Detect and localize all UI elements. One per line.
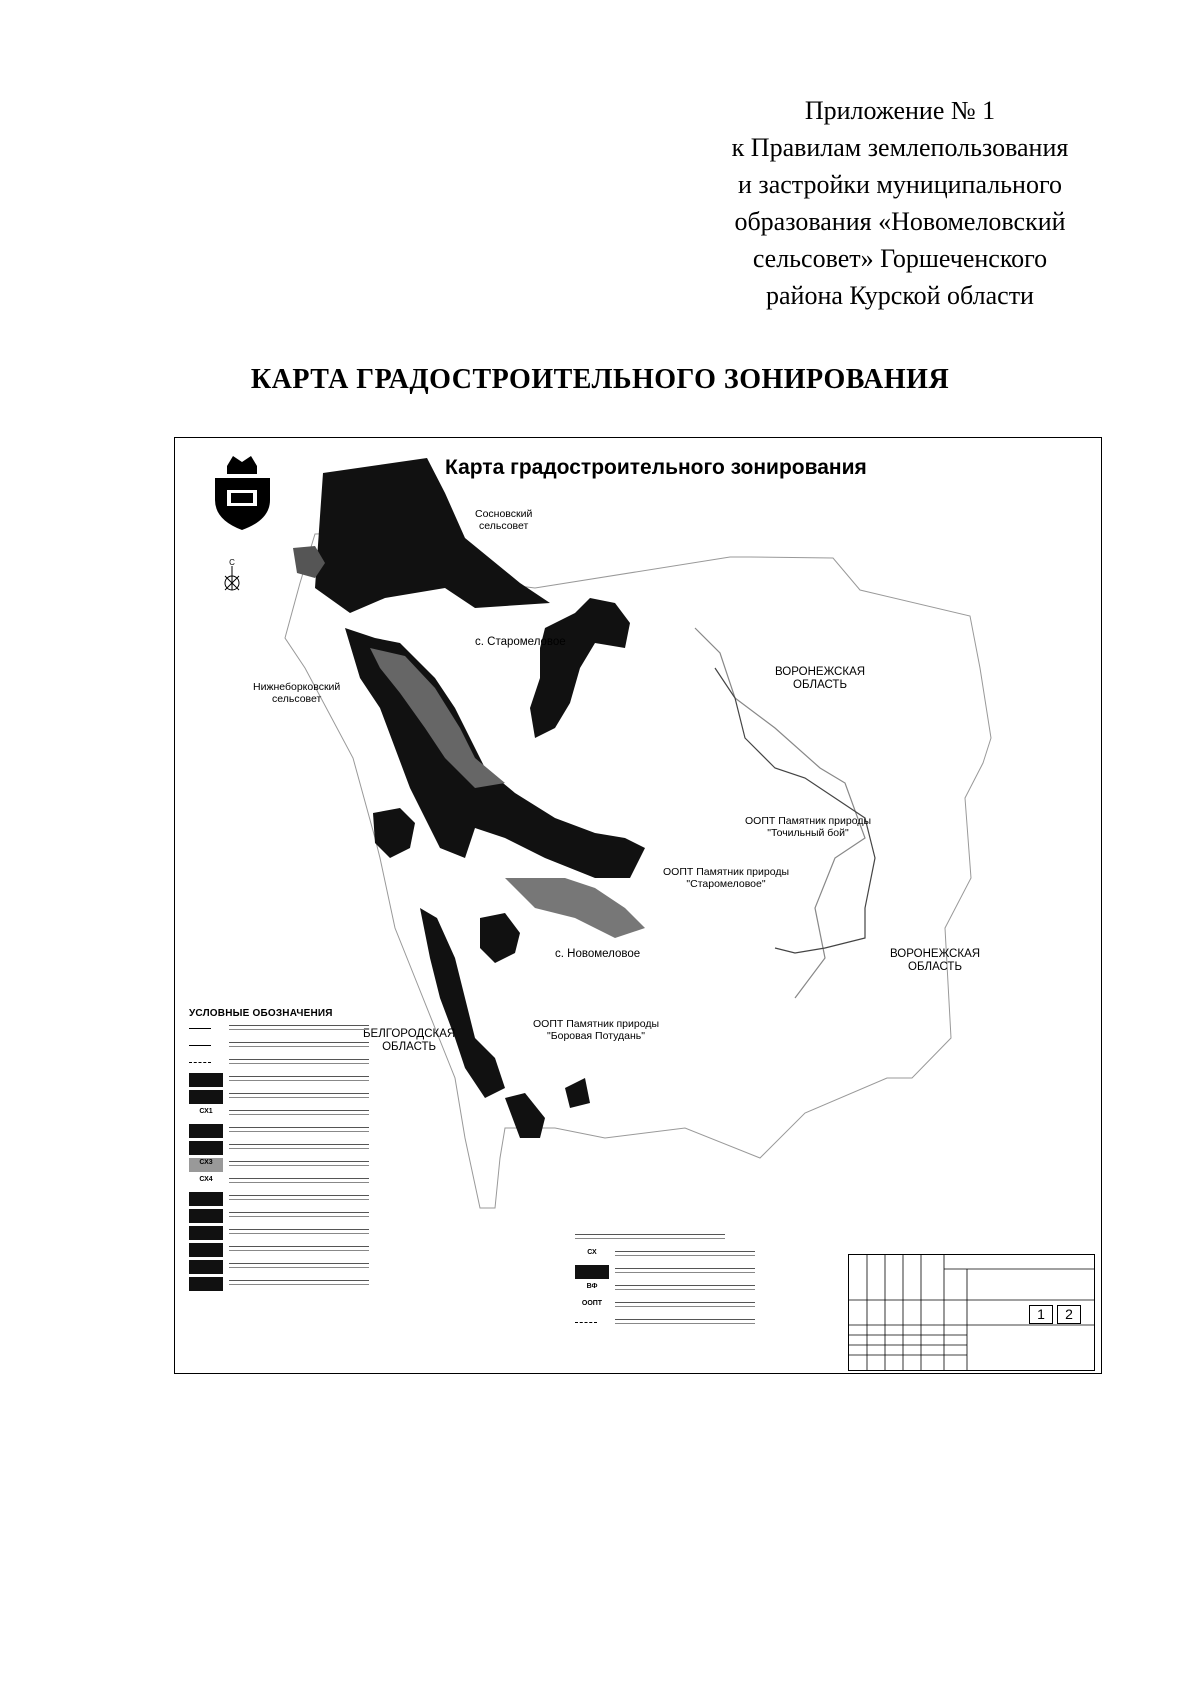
legend-row-sx3	[189, 1157, 374, 1172]
compass-north-label: С	[229, 558, 235, 567]
label-nizhneborkovsky-line2: сельсовет	[271, 693, 322, 705]
label-oopt-staromelovoe-line1: ООПТ Памятник природы	[663, 866, 789, 878]
stamp-sheet-count: 2	[1057, 1305, 1081, 1324]
header-line-1: Приложение № 1	[804, 96, 996, 125]
map-title: Карта градостроительного зонирования	[445, 456, 867, 479]
novomelovoe-zone	[480, 913, 520, 963]
legend-row-boundary-3	[189, 1055, 374, 1070]
label-voronezh-north-line2: ОБЛАСТЬ	[793, 679, 847, 691]
label-belgorod-line2: ОБЛАСТЬ	[382, 1041, 437, 1053]
compass	[217, 558, 247, 567]
legend-row-boundary-1	[189, 1021, 374, 1036]
legend-row-zone-9	[189, 1259, 374, 1274]
label-oopt-tochilny	[745, 815, 871, 839]
label-voronezh-east	[890, 948, 980, 974]
legend-row-zone-3	[189, 1123, 374, 1138]
legend-row-zone-4	[189, 1140, 374, 1155]
legend2-row-water	[575, 1315, 765, 1330]
label-voronezh-east-line2: ОБЛАСТЬ	[908, 961, 962, 973]
label-nizhneborkovsky-line1: Нижнеборковский	[253, 681, 341, 693]
label-staromelovoe: с. Старомеловое	[475, 636, 566, 648]
legend2-row-vf	[575, 1281, 765, 1296]
label-oopt-borovaya	[533, 1018, 659, 1042]
header-line-6: района Курской области	[766, 281, 1034, 310]
coat-of-arms-icon	[215, 456, 270, 530]
label-oopt-tochilny-line2: "Точильный бой"	[767, 827, 849, 839]
label-belgorod	[363, 1028, 455, 1054]
document-title: КАРТА ГРАДОСТРОИТЕЛЬНОГО ЗОНИРОВАНИЯ	[250, 364, 950, 395]
label-oopt-borovaya-line1: ООПТ Памятник природы	[533, 1018, 659, 1030]
header-line-5: сельсовет» Горшеченского	[752, 244, 1048, 273]
legend2-row-oopt	[575, 1298, 765, 1313]
label-oopt-staromelovoe-line2: "Старомеловое"	[686, 878, 766, 890]
label-sosnovsky	[475, 508, 532, 532]
south-settlement	[565, 1078, 590, 1108]
label-nizhneborkovsky	[253, 681, 340, 705]
label-voronezh-north	[775, 666, 865, 692]
district-boundary	[285, 531, 991, 1208]
header-line-2: к Правилам землепользования	[731, 133, 1069, 162]
label-sosnovsky-line1: Сосновский	[475, 508, 533, 520]
west-forest-zone	[373, 808, 415, 858]
label-belgorod-line1: БЕЛГОРОДСКАЯ	[363, 1028, 456, 1040]
legend-row-sx4	[189, 1174, 374, 1189]
legend-code-oopt: ООПТ	[581, 1300, 603, 1307]
legend-row-zone-8	[189, 1242, 374, 1257]
label-voronezh-east-line1: ВОРОНЕЖСКАЯ	[890, 948, 981, 960]
legend-row-zone-2	[189, 1089, 374, 1104]
legend2-row-sx	[575, 1247, 765, 1262]
label-novomelovoe: с. Новомеловое	[555, 948, 641, 960]
sosnovsky-forest-zone	[315, 458, 550, 613]
label-sosnovsky-line2: сельсовет	[479, 520, 529, 532]
legend2-row-heading	[575, 1230, 765, 1245]
legend-row-sx1	[189, 1106, 374, 1121]
title-block-stamp	[848, 1254, 1095, 1371]
north-arrow-icon	[225, 566, 239, 590]
legend-row-zone-5	[189, 1191, 374, 1206]
legend-code-sx4: СХ4	[199, 1176, 213, 1183]
river-east	[715, 668, 875, 953]
header-line-3: и застройки муниципального	[738, 170, 1062, 199]
header-line-4: образования «Новомеловский	[734, 207, 1066, 236]
label-oopt-borovaya-line2: "Боровая Потудань"	[547, 1030, 645, 1042]
label-oopt-tochilny-line1: ООПТ Памятник природы	[745, 815, 871, 827]
legend-row-zone-1	[189, 1072, 374, 1087]
novomelovoe-settlement	[505, 878, 645, 938]
legend-row-zone-7	[189, 1225, 374, 1240]
map-legend-secondary	[575, 1228, 765, 1330]
legend-code-vf: ВФ	[586, 1283, 598, 1290]
legend-row-zone-6	[189, 1208, 374, 1223]
legend-code-sx1: СХ1	[199, 1108, 213, 1115]
legend-title: УСЛОВНЫЕ ОБОЗНАЧЕНИЯ	[189, 1008, 333, 1019]
south-block	[505, 1093, 545, 1138]
legend-row-zone-10	[189, 1276, 374, 1291]
staromelovoe-zone	[530, 598, 630, 738]
map-legend	[189, 1008, 374, 1291]
appendix-header	[690, 92, 1110, 314]
zoning-map	[174, 437, 1102, 1374]
stamp-sheet-number: 1	[1029, 1305, 1053, 1324]
legend-code-sx: СХ	[587, 1249, 597, 1256]
legend-row-boundary-2	[189, 1038, 374, 1053]
label-voronezh-north-line1: ВОРОНЕЖСКАЯ	[775, 666, 866, 678]
legend2-row-forest	[575, 1264, 765, 1279]
label-oopt-staromelovoe	[663, 866, 789, 890]
legend-code-sx3: СХ3	[199, 1159, 213, 1166]
